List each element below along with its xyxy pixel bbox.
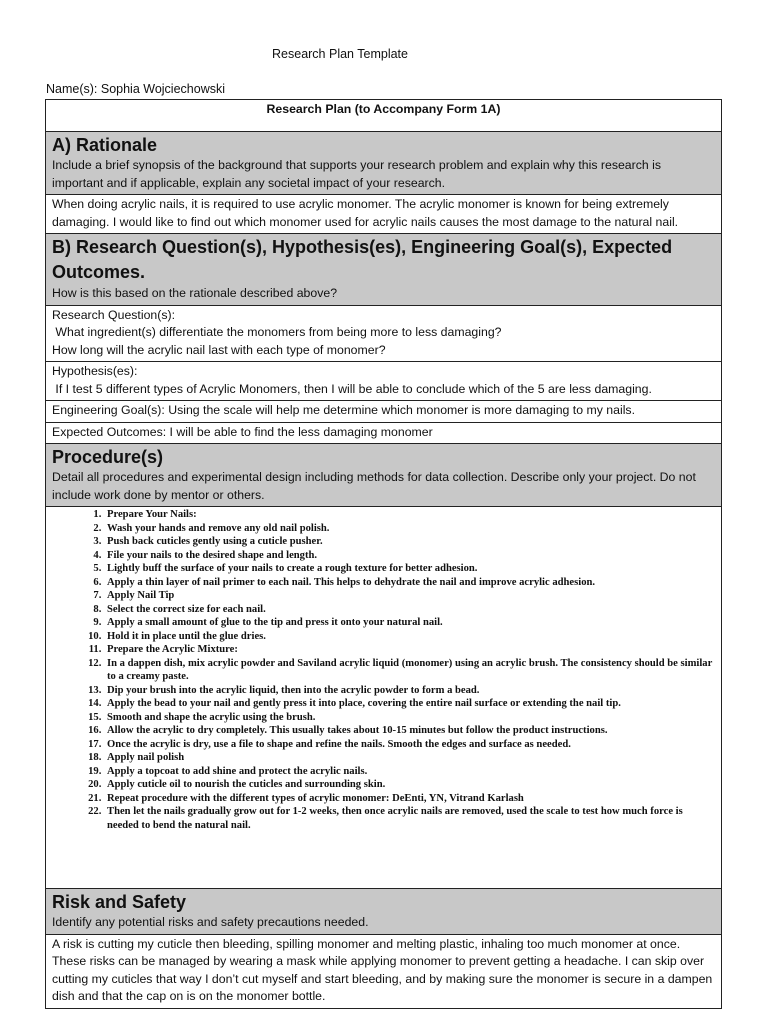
procedure-step: 18. Apply nail polish: [104, 751, 715, 765]
procedure-step: 10. Hold it in place until the glue dries.: [104, 630, 715, 644]
procedure-steps-cell[interactable]: [46, 507, 722, 889]
research-question-1: What ingredient(s) differentiate the monomers from being more to less damaging?: [52, 325, 502, 339]
procedure-steps-list: [52, 508, 715, 832]
procedure-step: 15. Smooth and shape the acrylic using the brush.: [104, 711, 715, 725]
research-plan-table: [45, 99, 722, 1009]
risk-instructions: Identify any potential risks and safety precautions needed.: [52, 915, 369, 929]
procedure-step: 16. Allow the acrylic to dry completely. This usually takes about 10-15 minutes but follow the product instructions.: [104, 724, 715, 738]
procedure-step: 4. File your nails to the desired shape and length.: [104, 549, 715, 563]
procedure-step: 14. Apply the bead to your nail and gently press it into place, covering the entire nail surface or extending the nail tip.: [104, 697, 715, 711]
procedure-step: 21. Repeat procedure with the different types of acrylic monomer: DeEnti, YN, Vitrand Karlash: [104, 792, 715, 806]
expected-outcomes-cell[interactable]: Expected Outcomes: I will be able to find the less damaging monomer: [46, 422, 722, 444]
procedure-step: 17. Once the acrylic is dry, use a file to shape and refine the nails. Smooth the edges and surface as needed.: [104, 738, 715, 752]
procedure-instructions: Detail all procedures and experimental design including methods for data collection. Describe only your project. Do not include work done by mentor or others.: [52, 470, 696, 502]
hypothesis-label: Hypothesis(es):: [52, 364, 138, 378]
research-section-header: [46, 234, 722, 306]
procedure-step: 3. Push back cuticles gently using a cuticle pusher.: [104, 535, 715, 549]
document-title: Research Plan Template: [272, 47, 408, 61]
research-heading: B) Research Question(s), Hypothesis(es), Engineering Goal(s), Expected Outcomes.: [52, 237, 673, 282]
rationale-heading: A) Rationale: [52, 135, 158, 155]
rationale-section-header: [46, 132, 722, 195]
procedure-step: 20. Apply cuticle oil to nourish the cuticles and surrounding skin.: [104, 778, 715, 792]
rationale-instructions: Include a brief synopsis of the background that supports your research problem and explain why this research is important and if applicable, explain any societal impact of your research.: [52, 158, 662, 190]
hypothesis-text: If I test 5 different types of Acrylic Monomers, then I will be able to conclude which of the 5 are less damaging.: [52, 381, 652, 396]
procedure-step: 22. Then let the nails gradually grow out for 1-2 weeks, then once acrylic nails are removed, used the scale to test how much force is needed to bend the natural nail.: [104, 805, 715, 832]
risk-heading: Risk and Safety: [52, 892, 187, 912]
engineering-goal-cell[interactable]: Engineering Goal(s): Using the scale will help me determine which monomer is more damaging to my nails.: [46, 401, 722, 423]
hypothesis-cell[interactable]: [46, 362, 722, 401]
research-question-label: Research Question(s):: [52, 307, 176, 322]
research-question-2: How long will the acrylic nail last with each type of monomer?: [52, 342, 386, 357]
procedure-step: 7. Apply Nail Tip: [104, 589, 715, 603]
rationale-response[interactable]: When doing acrylic nails, it is required to use acrylic monomer. The acrylic monomer is known for being extremely damaging. I would like to find out which monomer used for acrylic nails causes the most damage to the natural nail.: [46, 195, 722, 234]
procedure-heading: Procedure(s): [52, 447, 164, 467]
procedure-step: 11. Prepare the Acrylic Mixture:: [104, 643, 715, 657]
risk-response[interactable]: A risk is cutting my cuticle then bleeding, spilling monomer and melting plastic, inhaling too much monomer at once. These risks can be managed by wearing a mask while applying monomer to prevent getting a headache. I can skip over cutting my cuticles that way I don’t cut myself and start bleeding, and by making sure the monomer is secure in a dampen dish and that the cap on is on the monomer bottle.: [46, 934, 722, 1008]
research-instructions: How is this based on the rationale described above?: [52, 286, 338, 300]
procedure-step: 2. Wash your hands and remove any old nail polish.: [104, 522, 715, 536]
procedure-step: 1. Prepare Your Nails:: [104, 508, 715, 522]
names-line: Name(s): Sophia Wojciechowski: [46, 82, 225, 96]
procedure-step: 9. Apply a small amount of glue to the tip and press it onto your natural nail.: [104, 616, 715, 630]
procedure-step: 12. In a dappen dish, mix acrylic powder and Saviland acrylic liquid (monomer) using an acrylic brush. The consistency should be similar to a creamy paste.: [104, 657, 715, 684]
procedure-step: 19. Apply a topcoat to add shine and protect the acrylic nails.: [104, 765, 715, 779]
table-title: Research Plan (to Accompany Form 1A): [46, 100, 722, 132]
research-question-cell[interactable]: [46, 305, 722, 362]
procedure-section-header: [46, 444, 722, 507]
procedure-step: 13. Dip your brush into the acrylic liquid, then into the acrylic powder to form a bead.: [104, 684, 715, 698]
procedure-step: 5. Lightly buff the surface of your nails to create a rough texture for better adhesion.: [104, 562, 715, 576]
procedure-step: 6. Apply a thin layer of nail primer to each nail. This helps to dehydrate the nail and improve acrylic adhesion.: [104, 576, 715, 590]
procedure-step: 8. Select the correct size for each nail.: [104, 603, 715, 617]
risk-section-header: [46, 889, 722, 935]
